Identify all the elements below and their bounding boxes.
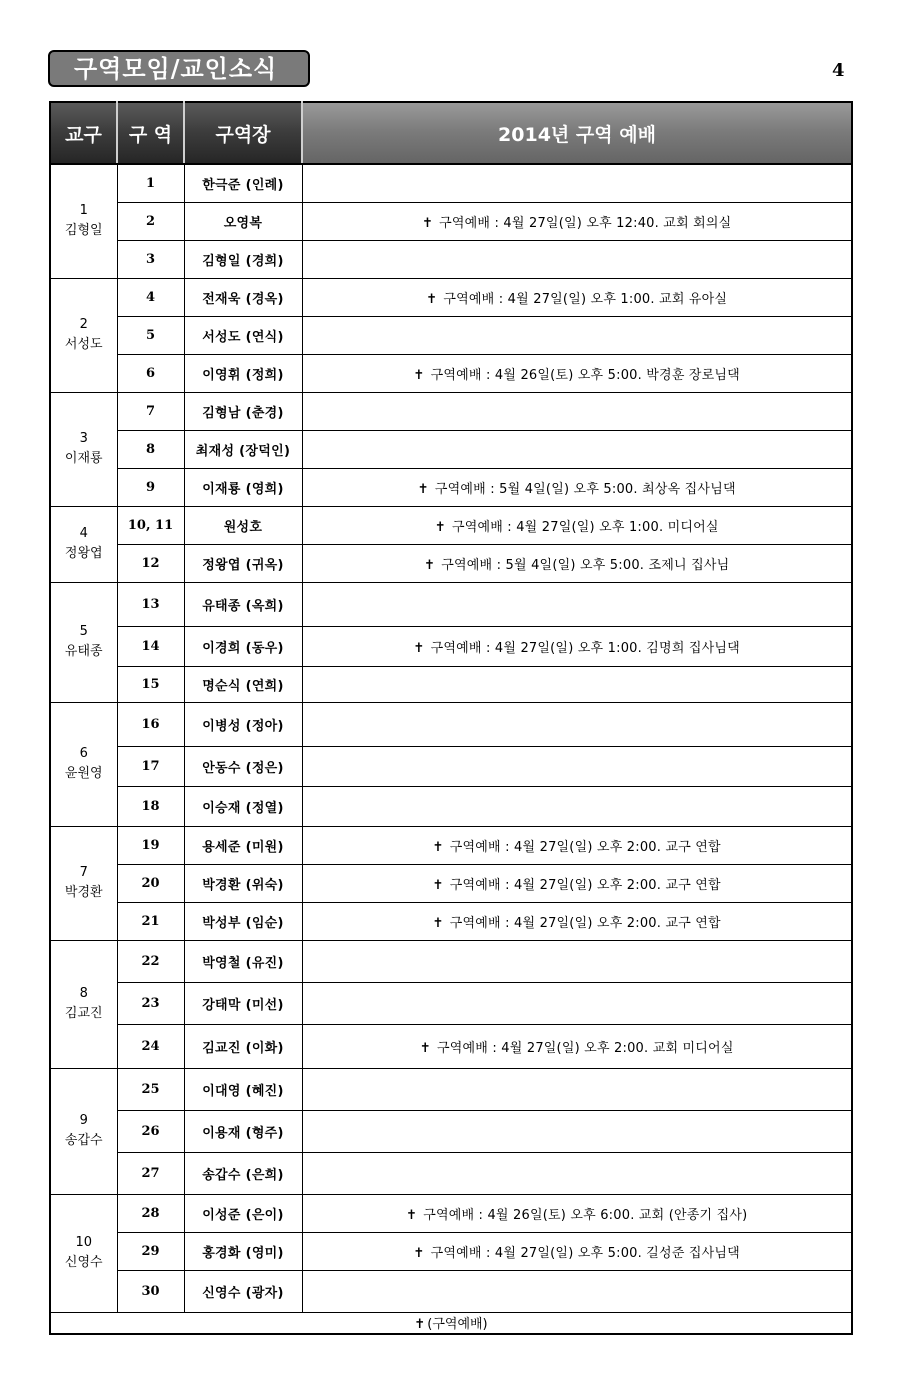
district-cell xyxy=(50,506,117,582)
service-cell xyxy=(302,1110,852,1152)
service-text: 구역예배 : 4월 27일(일) 오후 1:00. 교회 유아실 xyxy=(443,291,728,307)
service-text: 구역예배 : 4월 27일(일) 오후 2:00. 교회 미디어실 xyxy=(437,1040,734,1056)
table-row xyxy=(50,626,852,666)
table-header-row xyxy=(50,102,852,164)
table-row xyxy=(50,1194,852,1232)
service-text: 구역예배 : 4월 27일(일) 오후 2:00. 교구 연합 xyxy=(449,915,721,931)
zone-number-cell: 5 xyxy=(117,316,184,354)
district-leader-name: 김형일 xyxy=(64,223,103,239)
zone-number-cell: 21 xyxy=(117,902,184,940)
zone-number-cell: 7 xyxy=(117,392,184,430)
service-cell xyxy=(302,430,852,468)
page-number: 4 xyxy=(832,60,845,81)
zone-leader-cell: 김형일 (경희) xyxy=(184,240,302,278)
service-cell xyxy=(302,582,852,626)
district-cell xyxy=(50,582,117,702)
zone-leader-cell: 이대영 (혜진) xyxy=(184,1068,302,1110)
zone-number-cell: 2 xyxy=(117,202,184,240)
cross-icon: ✝ xyxy=(413,1245,425,1261)
service-cell xyxy=(302,1270,852,1312)
cross-icon: ✝ xyxy=(426,291,438,307)
district-number: 10 xyxy=(75,1235,93,1250)
service-cell xyxy=(302,164,852,202)
district-number: 1 xyxy=(79,203,88,219)
service-cell xyxy=(302,702,852,746)
zone-leader-cell: 용세준 (미원) xyxy=(184,826,302,864)
district-leader-name: 송갑수 xyxy=(64,1133,103,1148)
table-row xyxy=(50,702,852,746)
zone-number-cell: 12 xyxy=(117,544,184,582)
table-row xyxy=(50,902,852,940)
zone-leader-cell: 명순식 (연희) xyxy=(184,666,302,702)
zone-number-cell: 29 xyxy=(117,1232,184,1270)
district-cell xyxy=(50,940,117,1068)
cross-icon: ✝ xyxy=(422,215,434,231)
table-row xyxy=(50,392,852,430)
service-cell xyxy=(302,826,852,864)
zone-number-cell: 24 xyxy=(117,1024,184,1068)
table-row xyxy=(50,1068,852,1110)
service-cell xyxy=(302,506,852,544)
zone-leader-cell: 원성호 xyxy=(184,506,302,544)
zone-number-cell: 4 xyxy=(117,278,184,316)
table-row xyxy=(50,1110,852,1152)
district-leader-name: 유태종 xyxy=(64,644,103,659)
district-number: 9 xyxy=(79,1113,88,1128)
service-text: 구역예배 : 4월 26일(토) 오후 6:00. 교회 (안종기 집사) xyxy=(423,1207,748,1223)
district-leader-name: 윤원영 xyxy=(64,766,103,781)
district-leader-name: 서성도 xyxy=(64,337,103,352)
table-row xyxy=(50,278,852,316)
table-row xyxy=(50,316,852,354)
cross-icon: ✝ xyxy=(432,839,444,855)
table-row xyxy=(50,430,852,468)
zone-leader-cell: 박영철 (유진) xyxy=(184,940,302,982)
cross-icon: ✝ xyxy=(434,519,446,535)
cross-icon: ✝ xyxy=(414,1317,426,1332)
table-row xyxy=(50,1024,852,1068)
service-cell xyxy=(302,316,852,354)
table-row xyxy=(50,826,852,864)
district-leader-name: 이재룡 xyxy=(64,451,103,466)
table-row xyxy=(50,240,852,278)
zone-leader-cell: 박경환 (위숙) xyxy=(184,864,302,902)
service-cell xyxy=(302,1152,852,1194)
zone-number-cell: 6 xyxy=(117,354,184,392)
table-row xyxy=(50,666,852,702)
service-cell xyxy=(302,240,852,278)
table-row xyxy=(50,354,852,392)
district-cell xyxy=(50,826,117,940)
legend-cell xyxy=(50,1312,852,1334)
column-header-zone: 구 역 xyxy=(117,102,184,164)
zone-number-cell: 17 xyxy=(117,746,184,786)
zone-leader-cell: 안동수 (정은) xyxy=(184,746,302,786)
zone-number-cell: 19 xyxy=(117,826,184,864)
column-header-service: 2014년 구역 예배 xyxy=(302,102,852,164)
zone-leader-cell: 강태막 (미선) xyxy=(184,982,302,1024)
cross-icon: ✝ xyxy=(432,877,444,893)
service-cell xyxy=(302,1024,852,1068)
table-row xyxy=(50,982,852,1024)
zone-leader-cell: 김형남 (춘경) xyxy=(184,392,302,430)
zone-number-cell: 26 xyxy=(117,1110,184,1152)
zone-number-cell: 20 xyxy=(117,864,184,902)
service-cell xyxy=(302,1068,852,1110)
zone-number-cell: 8 xyxy=(117,430,184,468)
zone-leader-cell: 한극준 (인례) xyxy=(184,164,302,202)
zone-number-cell: 14 xyxy=(117,626,184,666)
service-cell xyxy=(302,1194,852,1232)
district-number: 3 xyxy=(79,431,88,446)
service-cell xyxy=(302,392,852,430)
zone-number-cell: 16 xyxy=(117,702,184,746)
zone-leader-cell: 이승재 (정열) xyxy=(184,786,302,826)
service-text: 구역예배 : 5월 4일(일) 오후 5:00. 최상옥 집사님댁 xyxy=(434,481,736,497)
column-header-district: 교구 xyxy=(50,102,117,164)
district-leader-name: 박경환 xyxy=(64,885,103,900)
table-row xyxy=(50,544,852,582)
zone-leader-cell: 이재룡 (영희) xyxy=(184,468,302,506)
zone-number-cell: 27 xyxy=(117,1152,184,1194)
column-header-leader: 구역장 xyxy=(184,102,302,164)
table-row xyxy=(50,582,852,626)
district-leader-name: 김교진 xyxy=(64,1006,103,1021)
zone-leader-cell: 전재욱 (경옥) xyxy=(184,278,302,316)
district-cell xyxy=(50,392,117,506)
service-cell xyxy=(302,278,852,316)
table-row xyxy=(50,746,852,786)
zone-number-cell: 15 xyxy=(117,666,184,702)
zone-number-cell: 13 xyxy=(117,582,184,626)
zone-number-cell: 10, 11 xyxy=(117,506,184,544)
service-cell xyxy=(302,354,852,392)
service-text: 구역예배 : 5월 4일(일) 오후 5:00. 조제니 집사님 xyxy=(441,557,730,573)
district-leader-name: 신영수 xyxy=(64,1255,103,1270)
zone-leader-cell: 오영복 xyxy=(184,202,302,240)
zone-number-cell: 28 xyxy=(117,1194,184,1232)
zone-number-cell: 1 xyxy=(117,164,184,202)
cross-icon: ✝ xyxy=(424,557,436,573)
zone-leader-cell: 이성준 (은이) xyxy=(184,1194,302,1232)
district-number: 4 xyxy=(79,526,88,541)
zone-leader-cell: 박성부 (임순) xyxy=(184,902,302,940)
district-leader-name: 정왕엽 xyxy=(64,546,103,561)
table-row xyxy=(50,1152,852,1194)
zone-leader-cell: 유태종 (옥희) xyxy=(184,582,302,626)
service-text: 구역예배 : 4월 27일(일) 오후 12:40. 교회 회의실 xyxy=(439,215,732,231)
district-number: 8 xyxy=(79,986,88,1001)
table-body xyxy=(50,164,852,1312)
table-row xyxy=(50,1232,852,1270)
district-number: 6 xyxy=(79,746,88,761)
service-cell xyxy=(302,982,852,1024)
cross-icon: ✝ xyxy=(406,1207,418,1223)
table-row xyxy=(50,786,852,826)
table-row xyxy=(50,202,852,240)
district-number: 2 xyxy=(79,317,88,332)
table-row xyxy=(50,164,852,202)
table-row xyxy=(50,940,852,982)
zone-leader-cell: 신영수 (광자) xyxy=(184,1270,302,1312)
service-text: 구역예배 : 4월 26일(토) 오후 5:00. 박경훈 장로님댁 xyxy=(430,367,740,383)
district-cell xyxy=(50,164,117,278)
table-row xyxy=(50,506,852,544)
service-cell xyxy=(302,544,852,582)
service-cell xyxy=(302,202,852,240)
service-text: 구역예배 : 4월 27일(일) 오후 1:00. 미디어실 xyxy=(451,519,719,535)
zone-number-cell: 3 xyxy=(117,240,184,278)
service-cell xyxy=(302,786,852,826)
zone-leader-cell: 이영휘 (정희) xyxy=(184,354,302,392)
service-cell xyxy=(302,864,852,902)
district-number: 7 xyxy=(79,865,88,880)
zone-leader-cell: 김교진 (이화) xyxy=(184,1024,302,1068)
zone-number-cell: 25 xyxy=(117,1068,184,1110)
zone-number-cell: 23 xyxy=(117,982,184,1024)
zone-leader-cell: 이경희 (동우) xyxy=(184,626,302,666)
legend-text: (구역예배) xyxy=(427,1317,488,1332)
zone-leader-cell: 최재성 (장덕인) xyxy=(184,430,302,468)
service-cell xyxy=(302,1232,852,1270)
zone-leader-cell: 정왕엽 (귀옥) xyxy=(184,544,302,582)
service-cell xyxy=(302,940,852,982)
zone-leader-cell: 송갑수 (은희) xyxy=(184,1152,302,1194)
service-cell xyxy=(302,626,852,666)
district-cell xyxy=(50,1194,117,1312)
zone-leader-cell: 이용재 (형주) xyxy=(184,1110,302,1152)
district-cell xyxy=(50,1068,117,1194)
section-title: 구역모임/교인소식 xyxy=(48,50,310,87)
zone-number-cell: 9 xyxy=(117,468,184,506)
cross-icon: ✝ xyxy=(417,481,429,497)
service-cell xyxy=(302,468,852,506)
service-text: 구역예배 : 4월 27일(일) 오후 5:00. 길성준 집사님댁 xyxy=(430,1245,740,1261)
zone-number-cell: 18 xyxy=(117,786,184,826)
district-number: 5 xyxy=(79,624,88,639)
legend-row xyxy=(50,1312,852,1334)
service-cell xyxy=(302,746,852,786)
zone-leader-cell: 서성도 (연식) xyxy=(184,316,302,354)
zone-leader-cell: 이병성 (정아) xyxy=(184,702,302,746)
service-text: 구역예배 : 4월 27일(일) 오후 2:00. 교구 연합 xyxy=(449,877,721,893)
cross-icon: ✝ xyxy=(413,367,425,383)
cross-icon: ✝ xyxy=(432,915,444,931)
service-text: 구역예배 : 4월 27일(일) 오후 2:00. 교구 연합 xyxy=(449,839,721,855)
cross-icon: ✝ xyxy=(419,1040,432,1056)
table-row xyxy=(50,1270,852,1312)
zone-number-cell: 22 xyxy=(117,940,184,982)
zone-number-cell: 30 xyxy=(117,1270,184,1312)
service-text: 구역예배 : 4월 27일(일) 오후 1:00. 김명희 집사님댁 xyxy=(430,640,740,656)
service-cell xyxy=(302,666,852,702)
cross-icon: ✝ xyxy=(413,640,425,656)
district-service-table xyxy=(49,101,853,1335)
table-row xyxy=(50,864,852,902)
table-row xyxy=(50,468,852,506)
district-cell xyxy=(50,278,117,392)
district-cell xyxy=(50,702,117,826)
service-cell xyxy=(302,902,852,940)
zone-leader-cell: 홍경화 (영미) xyxy=(184,1232,302,1270)
